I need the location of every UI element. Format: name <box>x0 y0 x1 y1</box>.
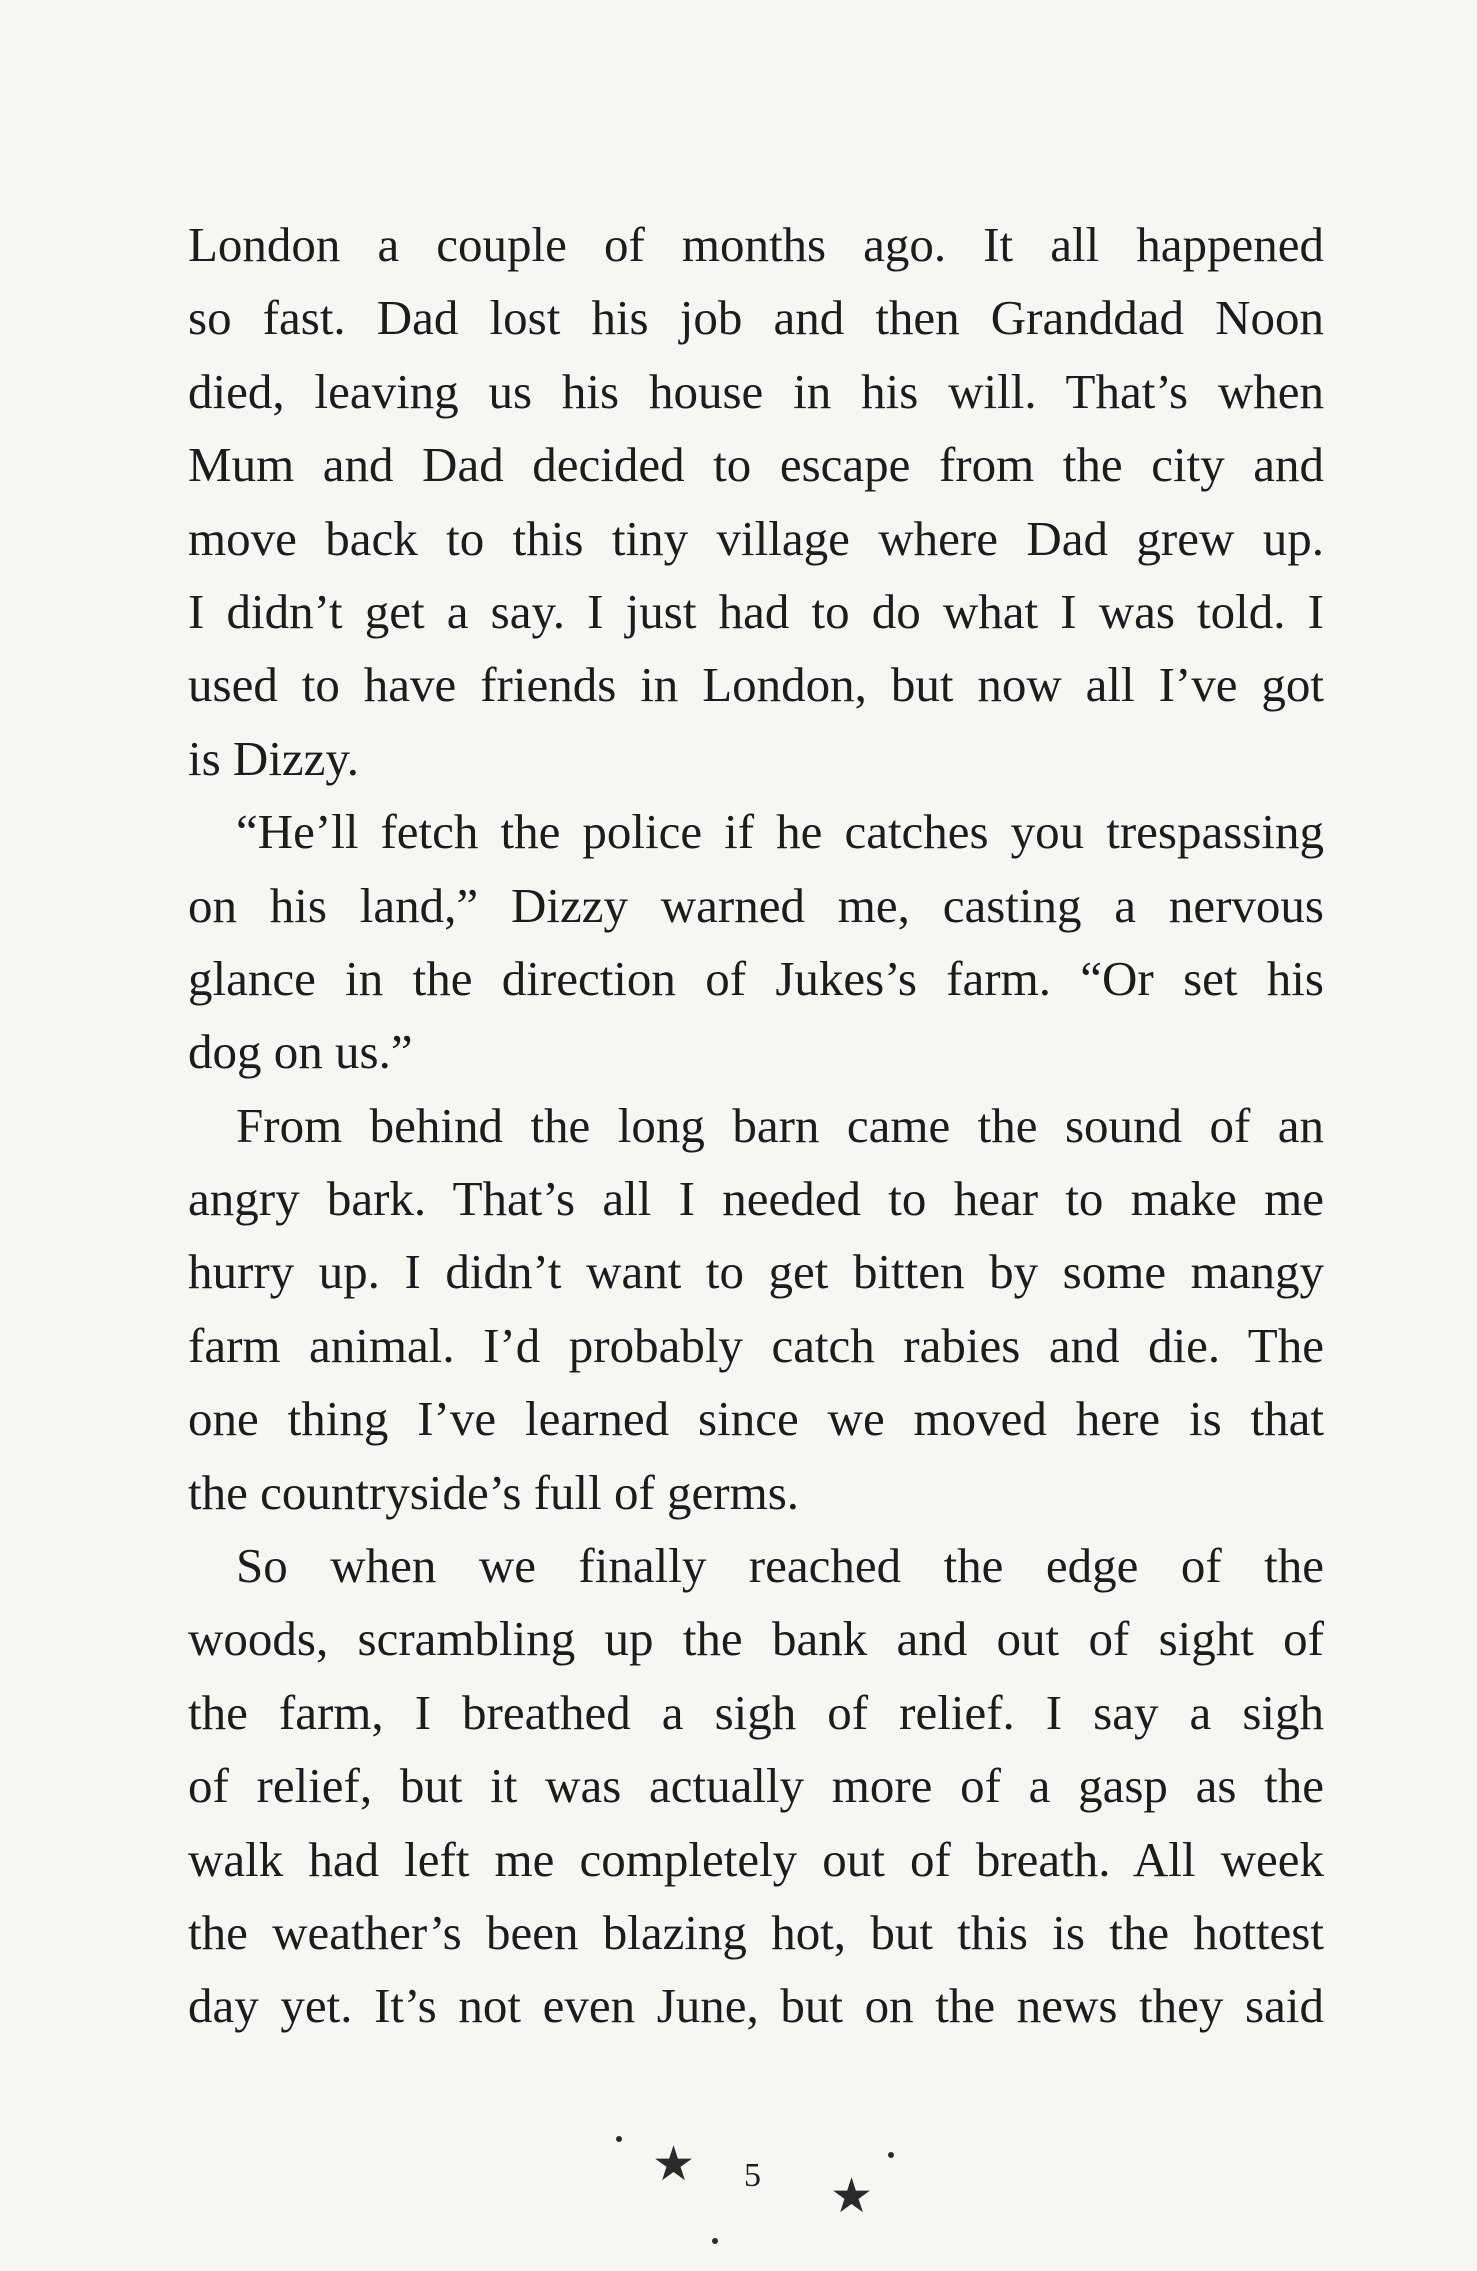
text-line: Mum and Dad decided to escape from the city and <box>188 437 1324 493</box>
star-icon: ★ <box>652 2136 696 2192</box>
text-line: hurry up. I didn’t want to get bitten by some mangy <box>188 1244 1324 1300</box>
text-line: walk had left me completely out of breath. All week <box>188 1831 1324 1887</box>
text-line: woods, scrambling up the bank and out of sight of <box>188 1611 1324 1667</box>
text-line: move back to this tiny village where Dad grew up. <box>188 510 1324 566</box>
decorative-dot <box>888 2152 894 2158</box>
decorative-dot <box>616 2136 622 2142</box>
text-line: glance in the direction of Jukes’s farm. “Or set his <box>188 950 1324 1006</box>
text-line: farm animal. I’d probably catch rabies and die. The <box>188 1317 1324 1373</box>
page-number: 5 <box>744 2157 761 2194</box>
text-line: is Dizzy. <box>188 730 359 786</box>
text-line: From behind the long barn came the sound of an <box>236 1097 1324 1153</box>
page-footer <box>0 2120 1477 2271</box>
text-line: London a couple of months ago. It all happened <box>188 217 1324 272</box>
decorative-dot <box>712 2238 718 2244</box>
text-line: angry bark. That’s all I needed to hear to make me <box>188 1171 1324 1227</box>
text-line: so fast. Dad lost his job and then Granddad Noon <box>188 290 1324 346</box>
text-line: I didn’t get a say. I just had to do what I was told. I <box>188 583 1324 639</box>
text-line: the weather’s been blazing hot, but this is the hottest <box>188 1904 1324 1960</box>
text-line: the countryside’s full of germs. <box>188 1464 800 1520</box>
text-line: of relief, but it was actually more of a gasp as the <box>188 1758 1324 1814</box>
text-line: dog on us.” <box>188 1024 413 1080</box>
text-line: day yet. It’s not even June, but on the news they said <box>188 1978 1324 2034</box>
text-line: the farm, I breathed a sigh of relief. I say a sigh <box>188 1684 1324 1740</box>
text-line: died, leaving us his house in his will. That’s when <box>188 363 1324 419</box>
text-line: on his land,” Dizzy warned me, casting a nervous <box>188 877 1324 933</box>
text-line: “He’ll fetch the police if he catches you trespassing <box>236 804 1324 860</box>
body-text <box>188 208 1324 2043</box>
text-line: used to have friends in London, but now all I’ve got <box>188 657 1324 713</box>
star-icon: ★ <box>830 2168 874 2224</box>
text-line: one thing I’ve learned since we moved here is that <box>188 1391 1324 1447</box>
text-line: So when we finally reached the edge of the <box>236 1538 1324 1594</box>
